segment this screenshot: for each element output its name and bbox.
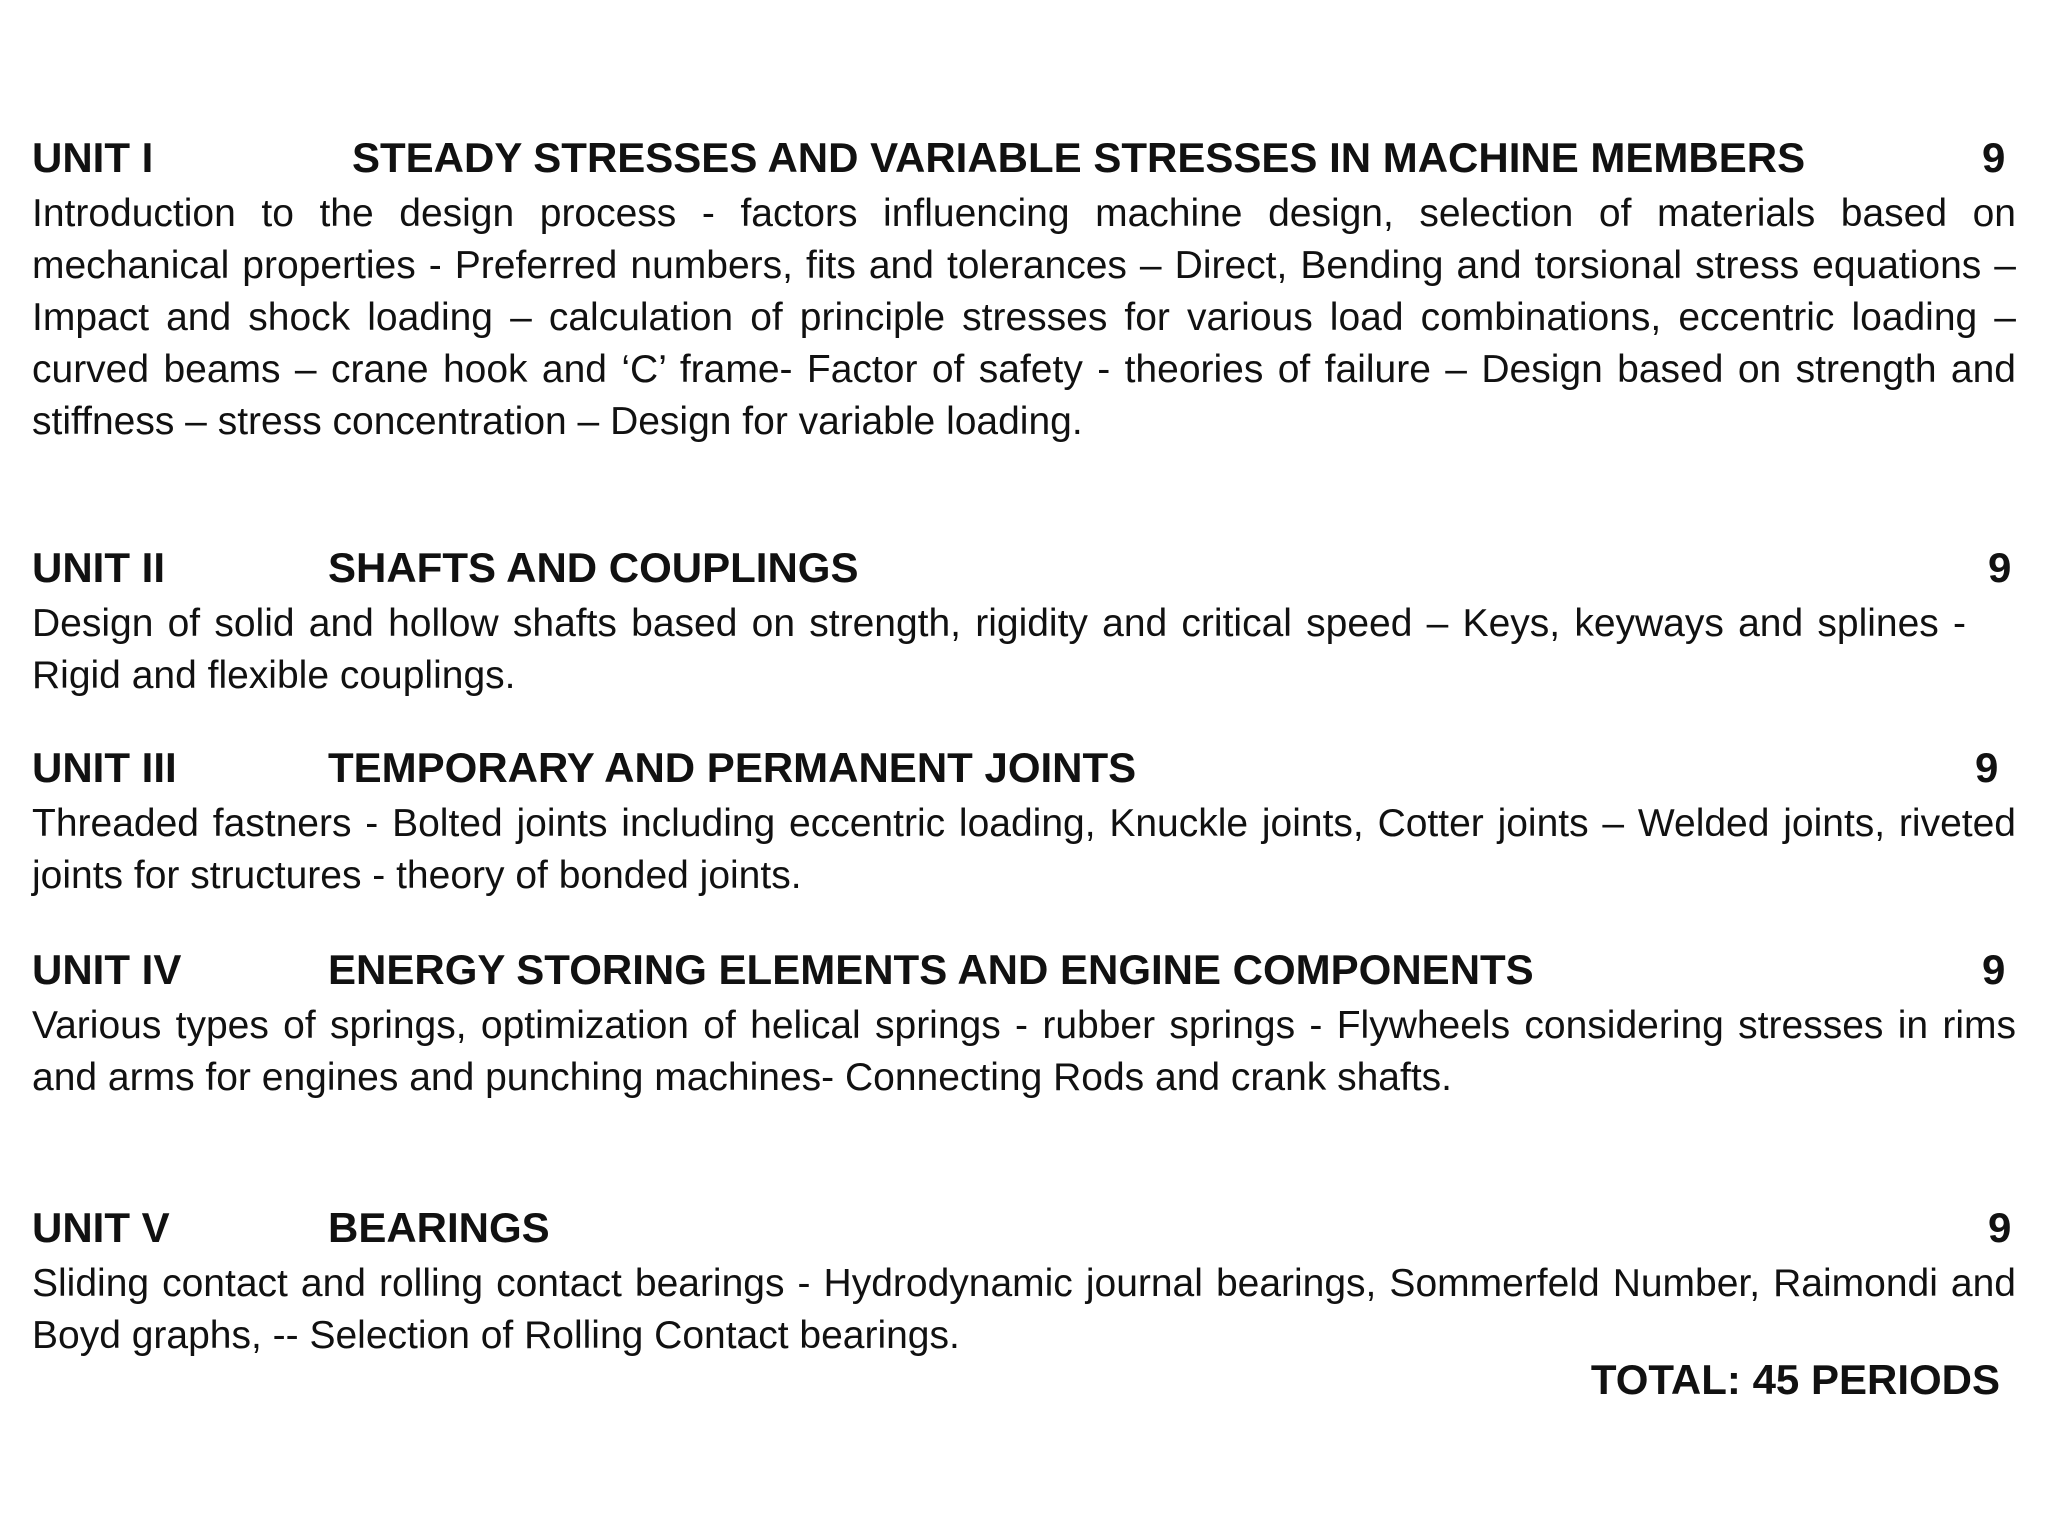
unit-4-description: Various types of springs, optimization of helical springs - rubber springs - Flywheels considering stresses in rims and arms for engines and punching machines- Connecting Rods and crank shafts. xyxy=(32,1004,2016,1099)
unit-2-title: SHAFTS AND COUPLINGS xyxy=(328,544,859,591)
unit-4 xyxy=(32,940,2016,1104)
unit-5-hours: 9 xyxy=(1988,1204,2012,1251)
unit-1-hours: 9 xyxy=(1982,134,2006,181)
unit-1-title: STEADY STRESSES AND VARIABLE STRESSES IN MACHINE MEMBERS xyxy=(352,134,1806,181)
unit-3-label: UNIT III xyxy=(32,744,177,791)
unit-3 xyxy=(32,738,2016,902)
unit-2-header xyxy=(32,538,2012,598)
unit-2-hours: 9 xyxy=(1988,544,2012,591)
unit-1-description: Introduction to the design process - factors influencing machine design, selection of materials based on mechanical properties - Preferred numbers, fits and tolerances – Direct, Bending and torsional stress equations – Impact and shock loading – calculation of principle stresses for various load combinations, eccentric loading – curved beams – crane hook and ‘C’ frame- Factor of safety - theories of failure – Design based on strength and stiffness – stress concentration – Design for variable loading. xyxy=(32,192,2016,443)
unit-5-header xyxy=(32,1198,2016,1258)
unit-5-title: BEARINGS xyxy=(328,1204,550,1251)
unit-4-title: ENERGY STORING ELEMENTS AND ENGINE COMPONENTS xyxy=(328,946,1534,993)
unit-2 xyxy=(32,538,2012,702)
unit-3-title: TEMPORARY AND PERMANENT JOINTS xyxy=(328,744,1137,791)
unit-4-label: UNIT IV xyxy=(32,946,182,993)
unit-2-label: UNIT II xyxy=(32,544,165,591)
unit-1-label: UNIT I xyxy=(32,134,154,181)
total-periods: TOTAL: 45 PERIODS xyxy=(1590,1356,2000,1403)
unit-3-hours: 9 xyxy=(1975,744,1999,791)
unit-4-header xyxy=(32,940,2016,1000)
unit-5-label: UNIT V xyxy=(32,1204,170,1251)
unit-3-description: Threaded fastners - Bolted joints including eccentric loading, Knuckle joints, Cotter joints – Welded joints, riveted joints for structures - theory of bonded joints. xyxy=(32,802,2016,897)
unit-1-header xyxy=(32,128,2016,188)
unit-4-hours: 9 xyxy=(1982,946,2006,993)
unit-3-header xyxy=(32,738,2016,798)
unit-5-description: Sliding contact and rolling contact bearings - Hydrodynamic journal bearings, Sommerfeld Number, Raimondi and Boyd graphs, -- Selection of Rolling Contact bearings. xyxy=(32,1262,2016,1357)
unit-1 xyxy=(32,128,2016,448)
unit-2-description: Design of solid and hollow shafts based on strength, rigidity and critical speed – Keys, keyways and splines - Rigid and flexible couplings. xyxy=(32,602,1966,697)
unit-5 xyxy=(32,1198,2016,1362)
